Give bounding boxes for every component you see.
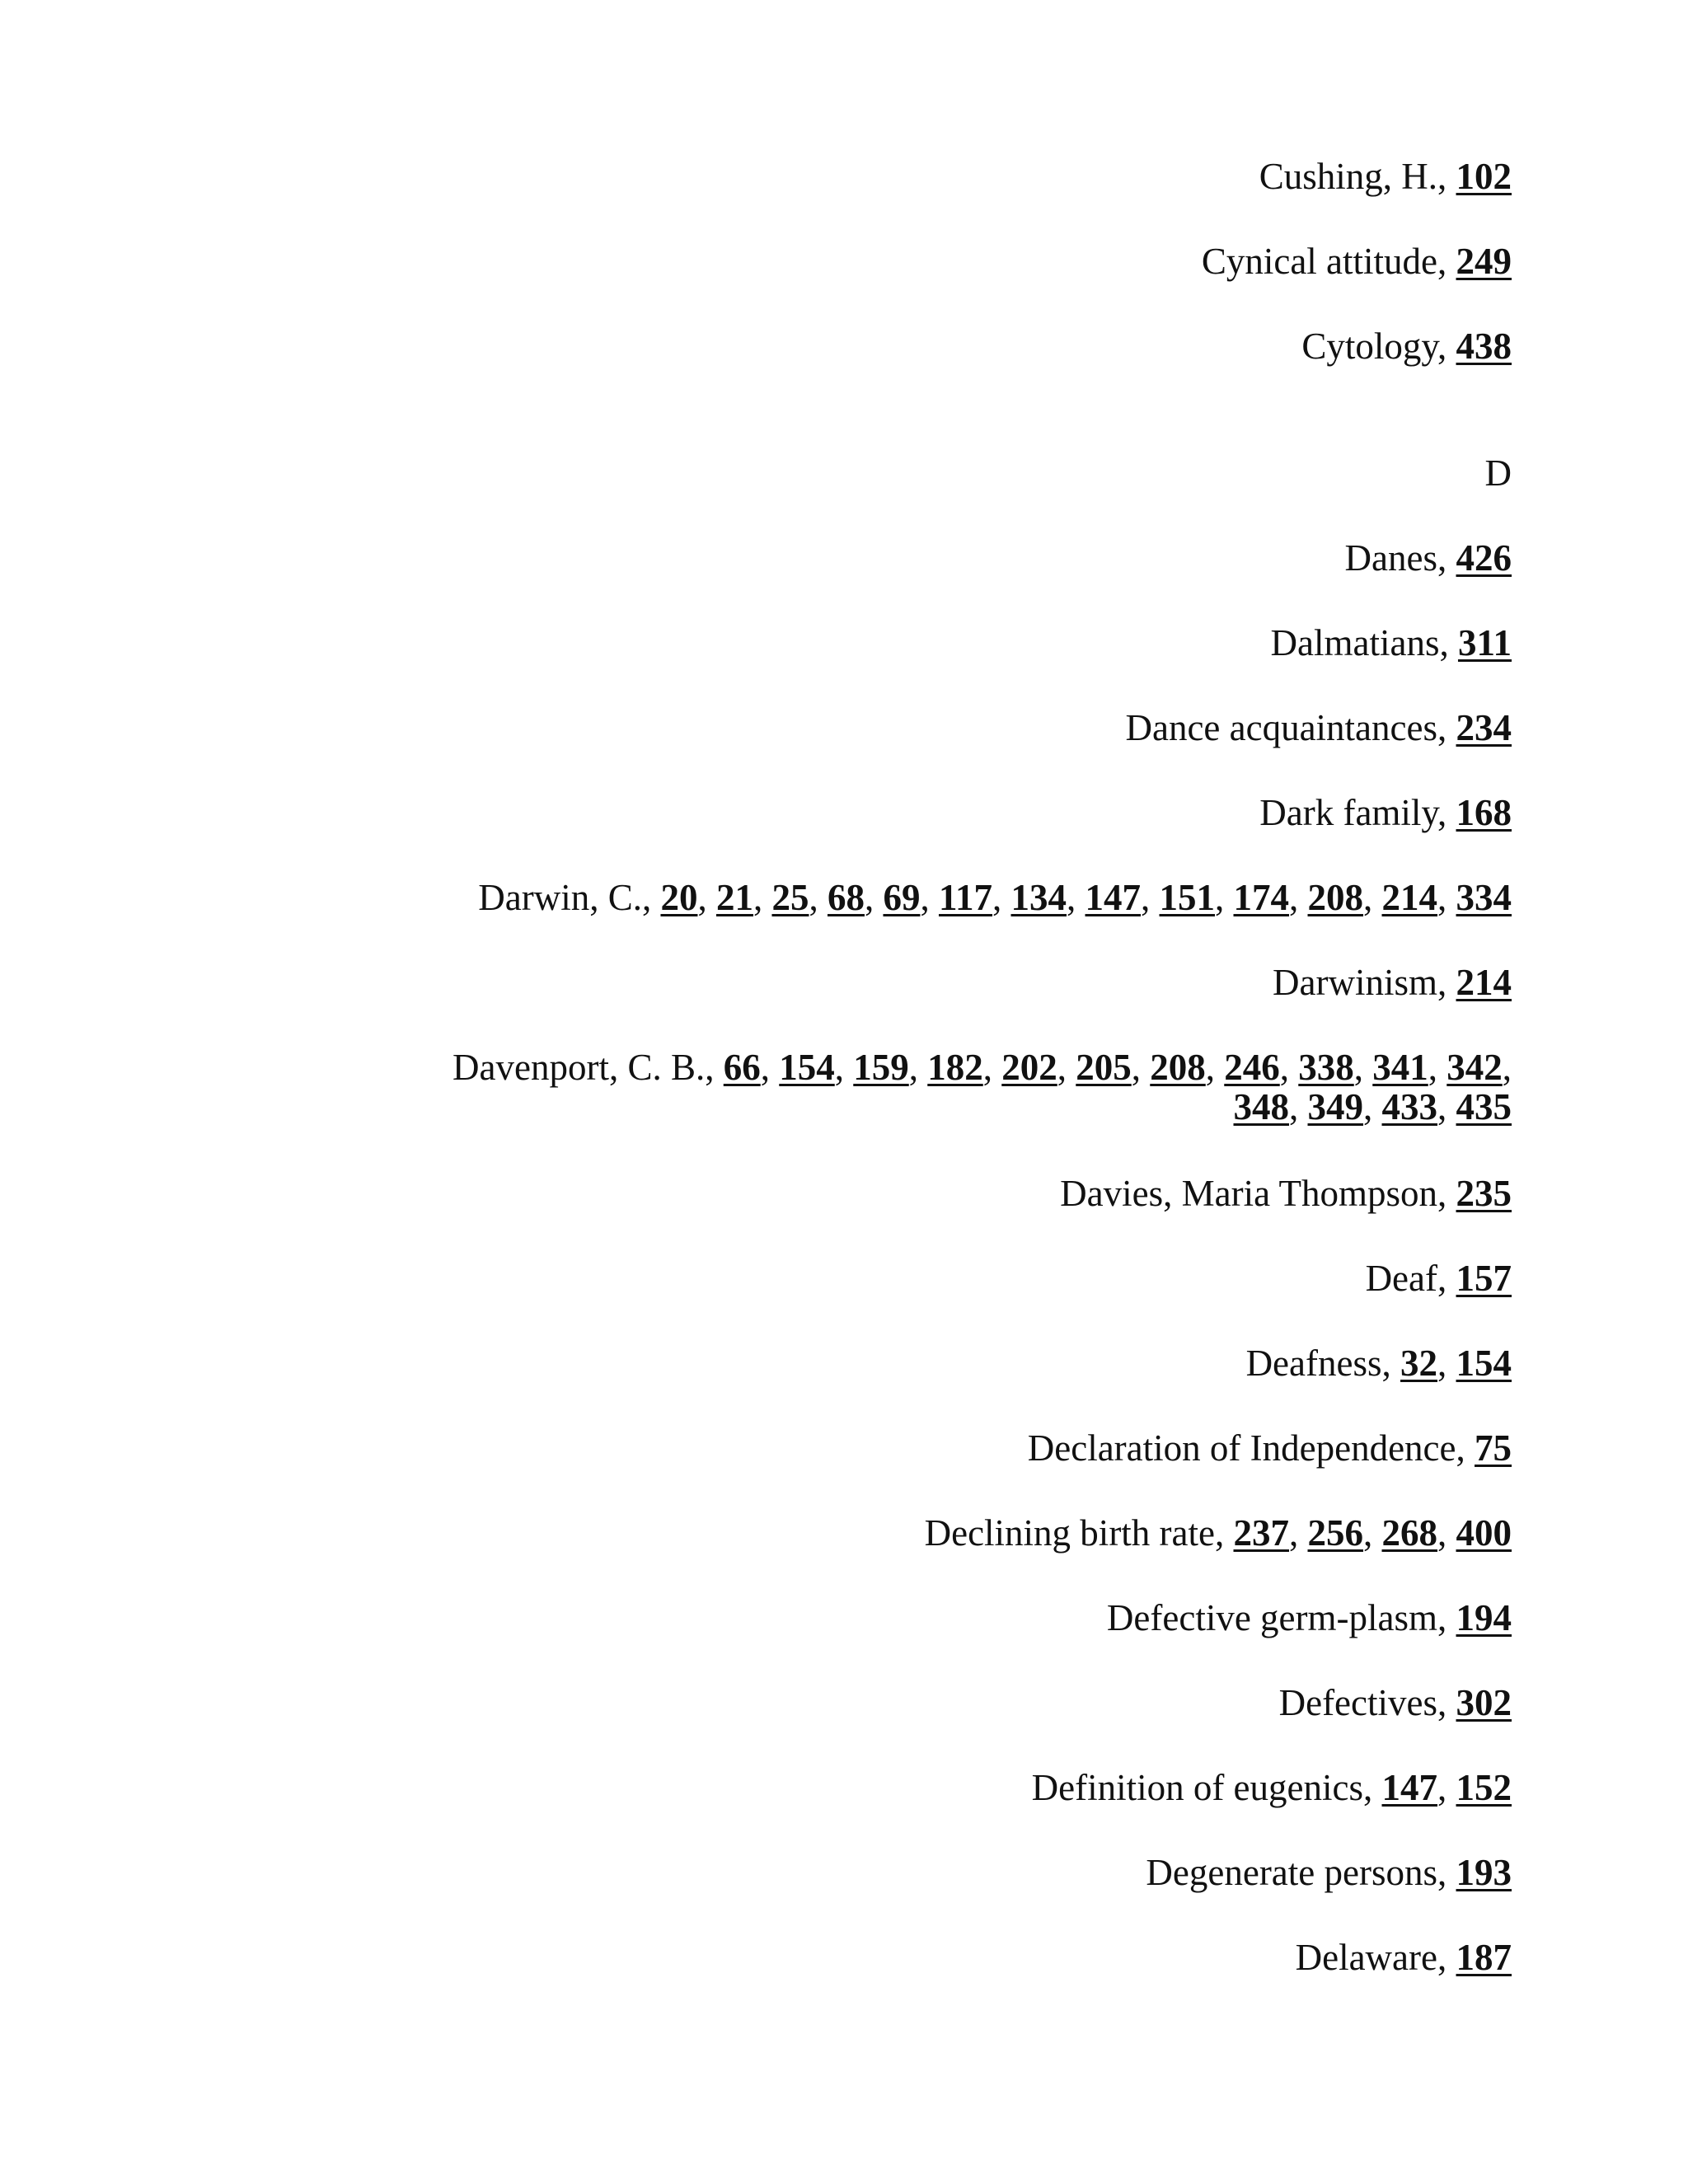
page-number-link[interactable]: 193 [1456, 1852, 1512, 1893]
index-term: Darwin, C. [478, 877, 642, 918]
index-term: Definition of eugenics [1031, 1767, 1363, 1808]
index-entry [110, 793, 1512, 832]
index-term: Delaware [1295, 1937, 1437, 1978]
page-number-link[interactable]: 246 [1224, 1047, 1280, 1088]
index-term: Declining birth rate [924, 1512, 1215, 1554]
index-entry-line: Cushing, H., 102 [1259, 156, 1512, 197]
index-term: Dark family [1259, 792, 1437, 833]
index-term: Declaration of Independence [1027, 1427, 1456, 1469]
page-number-link[interactable]: 438 [1456, 326, 1512, 367]
page-number-link[interactable]: 338 [1298, 1047, 1354, 1088]
index-entry-line: Cytology, 438 [1301, 326, 1512, 367]
page-number-link[interactable]: 256 [1307, 1512, 1363, 1554]
index-entry-line: Delaware, 187 [1295, 1937, 1512, 1978]
index-entry [110, 1047, 1512, 1127]
page-number-link[interactable]: 249 [1456, 241, 1512, 282]
page-number-link[interactable]: 400 [1456, 1512, 1512, 1554]
index-entry-line: Defectives, 302 [1278, 1682, 1512, 1723]
index-entry-line: Davies, Maria Thompson, 235 [1060, 1173, 1512, 1214]
index-entry-line: Dalmatians, 311 [1270, 622, 1512, 663]
index-term: Cushing, H. [1259, 156, 1437, 197]
index-term: Degenerate persons [1146, 1852, 1437, 1893]
page-number-link[interactable]: 214 [1456, 962, 1512, 1003]
index-entry [110, 1343, 1512, 1383]
page-number-link[interactable]: 69 [883, 877, 921, 918]
index-entry-line: Dark family, 168 [1259, 792, 1512, 833]
index-entry [110, 1938, 1512, 1977]
page-number-link[interactable]: 234 [1456, 707, 1512, 748]
page-number-link[interactable]: 75 [1475, 1427, 1512, 1469]
page-number-link[interactable]: 159 [853, 1047, 909, 1088]
section-letter-heading: D [1484, 452, 1512, 494]
index-entry [110, 1853, 1512, 1892]
index-entry [110, 1768, 1512, 1807]
page-number-link[interactable]: 302 [1456, 1682, 1512, 1723]
index-entry [110, 1683, 1512, 1722]
index-term: Defectives [1278, 1682, 1437, 1723]
index-entry [110, 1174, 1512, 1213]
index-entry-line: 348, 349, 433, 435 [1233, 1086, 1512, 1127]
page-number-link[interactable]: 205 [1076, 1047, 1132, 1088]
page-number-link[interactable]: 237 [1233, 1512, 1289, 1554]
page-number-link[interactable]: 208 [1307, 877, 1363, 918]
index-term: Deafness [1245, 1343, 1382, 1384]
index-entry [110, 326, 1512, 366]
index-entry-line: Deaf, 157 [1365, 1258, 1512, 1299]
page-number-link[interactable]: 117 [938, 877, 992, 918]
index-entry [110, 241, 1512, 281]
page-number-link[interactable]: 235 [1456, 1173, 1512, 1214]
index-term: Davenport, C. B. [452, 1047, 706, 1088]
index-entry-line: Declaration of Independence, 75 [1027, 1427, 1512, 1469]
index-entry [110, 708, 1512, 748]
page-number-link[interactable]: 433 [1381, 1086, 1437, 1127]
page-number-link[interactable]: 311 [1457, 622, 1512, 663]
index-term: Davies, Maria Thompson [1060, 1173, 1437, 1214]
page-number-link[interactable]: 152 [1456, 1767, 1512, 1808]
index-term: Darwinism [1273, 962, 1437, 1003]
page-number-link[interactable]: 32 [1400, 1343, 1437, 1384]
page-number-link[interactable]: 202 [1001, 1047, 1057, 1088]
index-term: Defective germ-plasm [1106, 1597, 1437, 1638]
index-entry-line: Deafness, 32, 154 [1245, 1343, 1512, 1384]
page-number-link[interactable]: 102 [1456, 156, 1512, 197]
page-number-link[interactable]: 342 [1447, 1047, 1503, 1088]
index-entry-line: Danes, 426 [1344, 537, 1512, 579]
page-number-link[interactable]: 66 [723, 1047, 761, 1088]
index-entry [110, 1598, 1512, 1638]
index-term: Cynical attitude [1201, 241, 1437, 282]
page-number-link[interactable]: 174 [1233, 877, 1289, 918]
index-entry-line: Dance acquaintances, 234 [1125, 707, 1512, 748]
index-entry [110, 157, 1512, 196]
index-entry-line: Declining birth rate, 237, 256, 268, 400 [924, 1512, 1512, 1554]
index-term: Cytology [1301, 326, 1437, 367]
page-number-link[interactable]: 21 [715, 877, 753, 918]
page-number-link[interactable]: 348 [1233, 1086, 1289, 1127]
page-number-link[interactable]: 208 [1150, 1047, 1206, 1088]
index-entry [110, 623, 1512, 663]
page-number-link[interactable]: 68 [827, 877, 865, 918]
index-entry [110, 1513, 1512, 1553]
index-entry-line: Darwinism, 214 [1273, 962, 1512, 1003]
index-term: Danes [1344, 537, 1437, 579]
page-number-link[interactable]: 214 [1381, 877, 1437, 918]
page-number-link[interactable]: 157 [1456, 1258, 1512, 1299]
page-number-link[interactable]: 349 [1307, 1086, 1363, 1127]
index-entry [110, 1428, 1512, 1468]
index-entry-line: Degenerate persons, 193 [1146, 1852, 1512, 1893]
page-number-link[interactable]: 25 [771, 877, 809, 918]
page-number-link[interactable]: 426 [1456, 537, 1512, 579]
page-number-link[interactable]: 147 [1085, 877, 1141, 918]
page-number-link[interactable]: 154 [779, 1047, 835, 1088]
index-term: Dalmatians [1270, 622, 1440, 663]
page-number-link[interactable]: 268 [1381, 1512, 1437, 1554]
page-number-link[interactable]: 20 [660, 877, 698, 918]
index-entry [110, 1258, 1512, 1298]
index-entry-line: Darwin, C., 20, 21, 25, 68, 69, 117, 134, 147, 151, 174, 208, 214, 334 [478, 877, 1512, 918]
page-number-link[interactable]: 147 [1381, 1767, 1437, 1808]
index-term: Deaf [1365, 1258, 1437, 1299]
page-number-link[interactable]: 168 [1456, 792, 1512, 833]
page-number-link[interactable]: 154 [1456, 1343, 1512, 1384]
page-number-link[interactable]: 182 [927, 1047, 983, 1088]
index-entry-line: Definition of eugenics, 147, 152 [1031, 1767, 1512, 1808]
page-number-link[interactable]: 334 [1456, 877, 1512, 918]
page-number-link[interactable]: 134 [1010, 877, 1067, 918]
index-entry [110, 878, 1512, 917]
index-entry [110, 538, 1512, 578]
page-number-link[interactable]: 187 [1456, 1937, 1512, 1978]
page-number-link[interactable]: 435 [1456, 1086, 1512, 1127]
index-entry [110, 963, 1512, 1002]
index-entry-line: Cynical attitude, 249 [1201, 241, 1512, 282]
index-entry-line: Davenport, C. B., 66, 154, 159, 182, 202, 205, 208, 246, 338, 341, 342, [452, 1047, 1512, 1088]
index-term: Dance acquaintances [1125, 707, 1437, 748]
page-number-link[interactable]: 194 [1456, 1597, 1512, 1638]
index-entry-line: Defective germ-plasm, 194 [1106, 1597, 1512, 1638]
page-number-link[interactable]: 341 [1372, 1047, 1428, 1088]
page-number-link[interactable]: 151 [1159, 877, 1215, 918]
